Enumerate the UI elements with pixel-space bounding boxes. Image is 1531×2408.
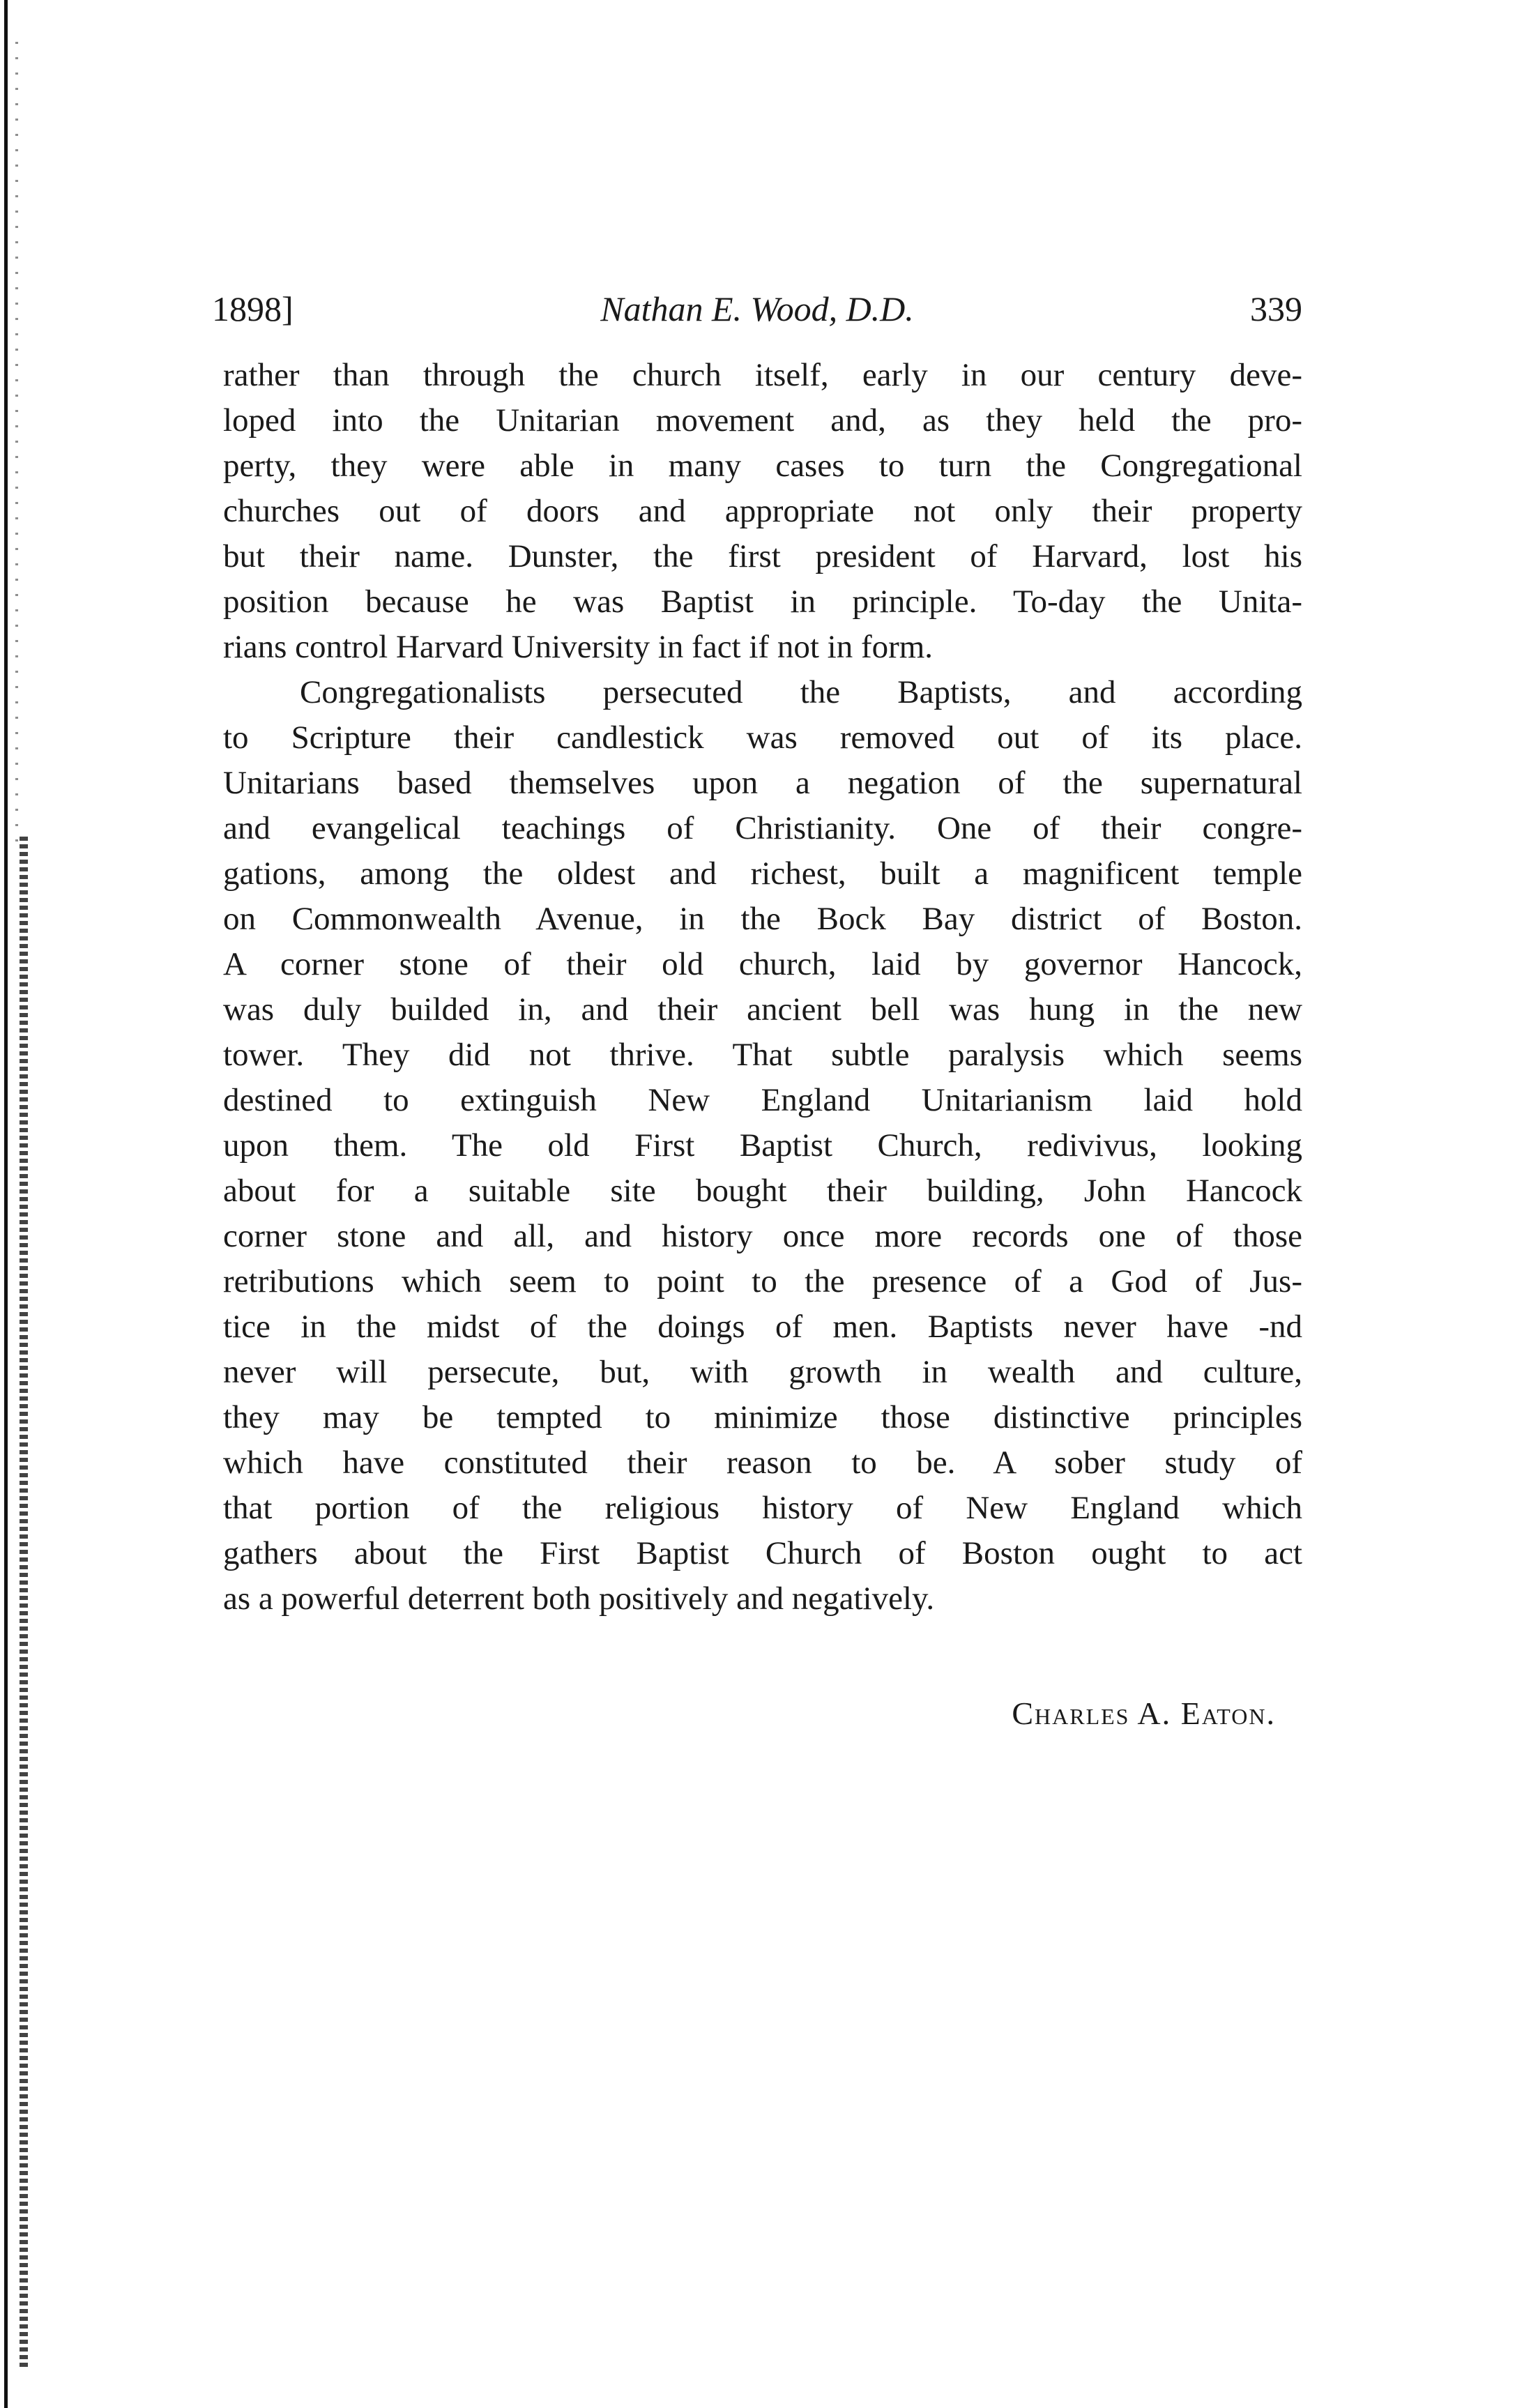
text-line: position because he was Baptist in principle. To-day the Unita- xyxy=(223,584,1302,620)
text-line: A corner stone of their old church, laid by governor Hancock, xyxy=(223,946,1302,982)
author-signature: Charles A. Eaton. xyxy=(1012,1695,1276,1731)
text-line: loped into the Unitarian movement and, as they held the pro- xyxy=(223,402,1302,439)
text-line: gathers about the First Baptist Church of Boston ought to act xyxy=(223,1535,1302,1571)
text-line: rians control Harvard University in fact if not in form. xyxy=(223,629,934,665)
binding-stitch-marks-lower xyxy=(20,837,28,2370)
text-line: churches out of doors and appropriate not only their property xyxy=(223,493,1302,529)
text-line: upon them. The old First Baptist Church, redivivus, looking xyxy=(223,1127,1302,1164)
text-line: gations, among the oldest and richest, built a magnificent temple xyxy=(223,855,1302,892)
binding-stitch-marks xyxy=(15,42,18,844)
running-head-year: 1898] xyxy=(212,289,294,328)
text-line: never will persecute, but, with growth in wealth and culture, xyxy=(223,1354,1302,1390)
text-line: and evangelical teachings of Christianity. One of their congre- xyxy=(223,810,1302,846)
text-line: rather than through the church itself, early in our century deve- xyxy=(223,357,1302,393)
page-number: 339 xyxy=(1250,289,1302,328)
text-line: was duly builded in, and their ancient bell was hung in the new xyxy=(223,991,1302,1028)
page-binding-edge xyxy=(0,0,42,2408)
text-line: they may be tempted to minimize those distinctive principles xyxy=(223,1399,1302,1435)
text-line: which have constituted their reason to be. A sober study of xyxy=(223,1445,1302,1481)
text-line: about for a suitable site bought their building, John Hancock xyxy=(223,1173,1302,1209)
text-line: tice in the midst of the doings of men. Baptists never have -nd xyxy=(223,1309,1302,1345)
text-line: retributions which seem to point to the presence of a God of Jus- xyxy=(223,1263,1302,1300)
text-line: but their name. Dunster, the first president of Harvard, lost his xyxy=(223,538,1302,574)
running-head xyxy=(212,284,1302,333)
text-line: to Scripture their candlestick was removed out of its place. xyxy=(223,719,1302,756)
text-line: that portion of the religious history of New England which xyxy=(223,1490,1302,1526)
text-line: Congregationalists persecuted the Baptists, and according xyxy=(300,674,1302,710)
binding-line xyxy=(4,0,8,2408)
running-head-title: Nathan E. Wood, D.D. xyxy=(600,289,914,328)
text-line: on Commonwealth Avenue, in the Bock Bay district of Boston. xyxy=(223,901,1302,937)
paragraph xyxy=(223,353,1302,670)
text-line: tower. They did not thrive. That subtle paralysis which seems xyxy=(223,1037,1302,1073)
text-line: Unitarians based themselves upon a negation of the supernatural xyxy=(223,765,1302,801)
text-line: as a powerful deterrent both positively and negatively. xyxy=(223,1580,935,1617)
paragraph xyxy=(223,670,1302,1622)
body-text xyxy=(223,353,1302,1622)
text-line: perty, they were able in many cases to turn the Congregational xyxy=(223,448,1302,484)
text-line: destined to extinguish New England Unitarianism laid hold xyxy=(223,1082,1302,1118)
text-line: corner stone and all, and history once more records one of those xyxy=(223,1218,1302,1254)
